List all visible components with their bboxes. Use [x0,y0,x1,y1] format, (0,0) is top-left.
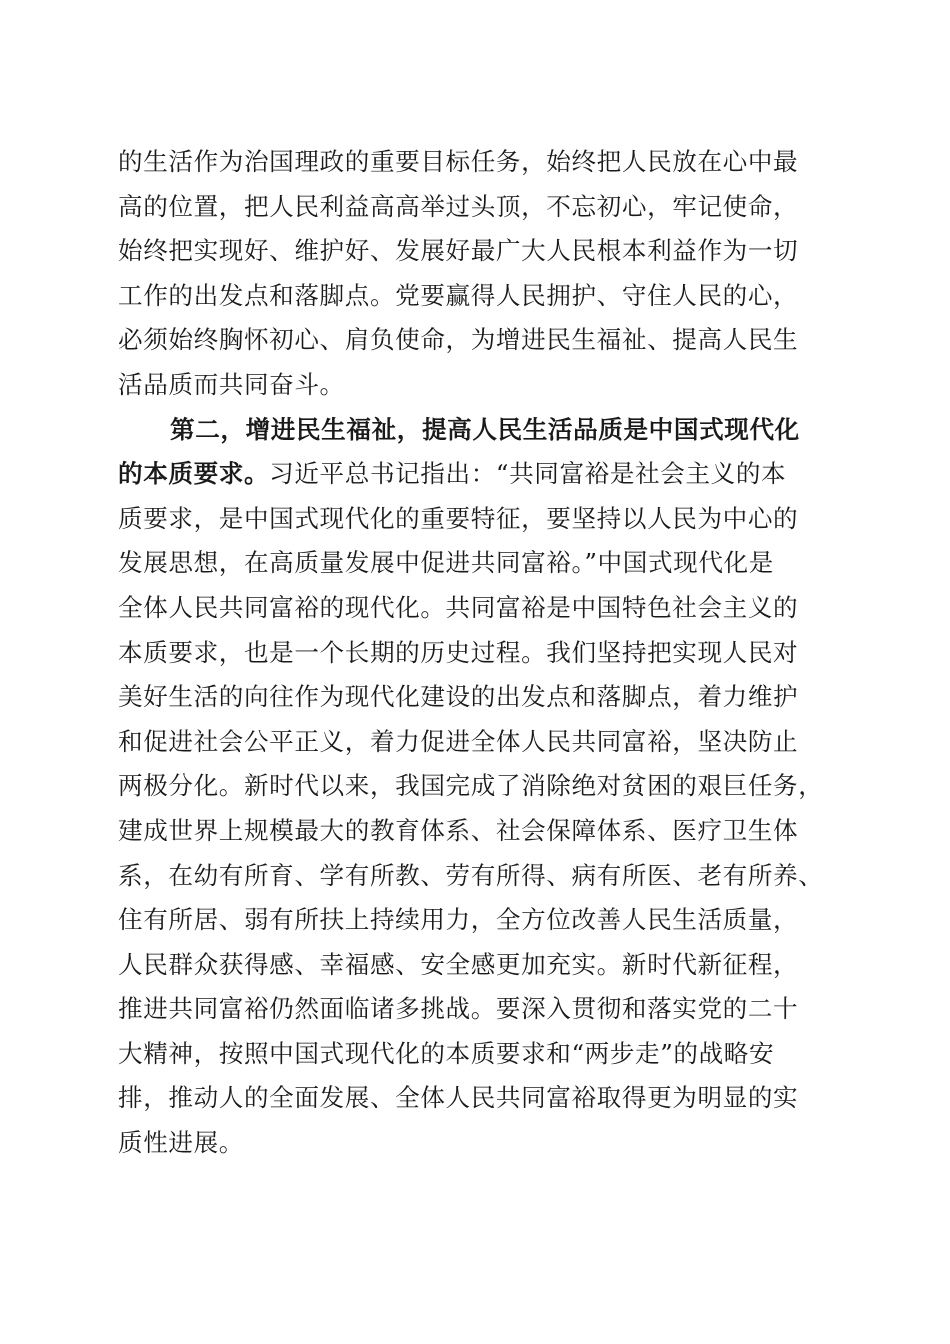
paragraph2-line: 发展思想，在高质量发展中促进共同富裕。”中国式现代化是 [118,548,774,578]
paragraph2-line: 质性进展。 [118,1128,244,1158]
body-text [118,140,838,1166]
paragraph2-line: 系，在幼有所育、学有所教、劳有所得、病有所医、老有所养、 [118,860,824,890]
paragraph2-heading-end: 的本质要求。 [118,459,270,489]
paragraph2-line: 全体人民共同富裕的现代化。共同富裕是中国特色社会主义的 [118,592,799,622]
paragraph2-line: 质要求，是中国式现代化的重要特征，要坚持以人民为中心的 [118,503,799,533]
paragraph2-line: 美好生活的向往作为现代化建设的出发点和落脚点，着力维护 [118,682,799,712]
paragraph2-line: 住有所居、弱有所扶上持续用力，全方位改善人民生活质量， [118,905,799,935]
paragraph2-line: 本质要求，也是一个长期的历史过程。我们坚持把实现人民对 [118,637,799,667]
paragraph1-line: 始终把实现好、维护好、发展好最广大人民根本利益作为一切 [118,236,799,266]
paragraph2-line: 排，推动人的全面发展、全体人民共同富裕取得更为明显的实 [118,1083,799,1113]
paragraph2-line [118,452,838,497]
paragraph2-line: 人民群众获得感、幸福感、安全感更加充实。新时代新征程， [118,949,799,979]
paragraph2-line: 推进共同富裕仍然面临诸多挑战。要深入贯彻和落实党的二十 [118,994,799,1024]
paragraph2-line: 和促进社会公平正义，着力促进全体人民共同富裕，坚决防止 [118,726,799,756]
paragraph2-line-rest: 习近平总书记指出：“共同富裕是社会主义的本 [269,459,787,489]
paragraph2-line: 建成世界上规模最大的教育体系、社会保障体系、医疗卫生体 [118,815,799,845]
paragraph1-line: 必须始终胸怀初心、肩负使命，为增进民生福祉、提高人民生 [118,325,799,355]
paragraph2-heading: 第二，增进民生福祉，提高人民生活品质是中国式现代化 [170,414,800,444]
paragraph1-line: 工作的出发点和落脚点。党要赢得人民拥护、守住人民的心， [118,280,799,310]
paragraph1-line: 的生活作为治国理政的重要目标任务，始终把人民放在心中最 [118,147,799,176]
paragraph1-line: 高的位置，把人民利益高高举过头顶，不忘初心，牢记使命， [118,191,799,221]
paragraph2-line: 两极分化。新时代以来，我国完成了消除绝对贫困的艰巨任务， [118,771,824,801]
paragraph2-line: 大精神，按照中国式现代化的本质要求和“两步走”的战略安 [118,1038,775,1068]
paragraph1-line: 活品质而共同奋斗。 [118,369,345,399]
